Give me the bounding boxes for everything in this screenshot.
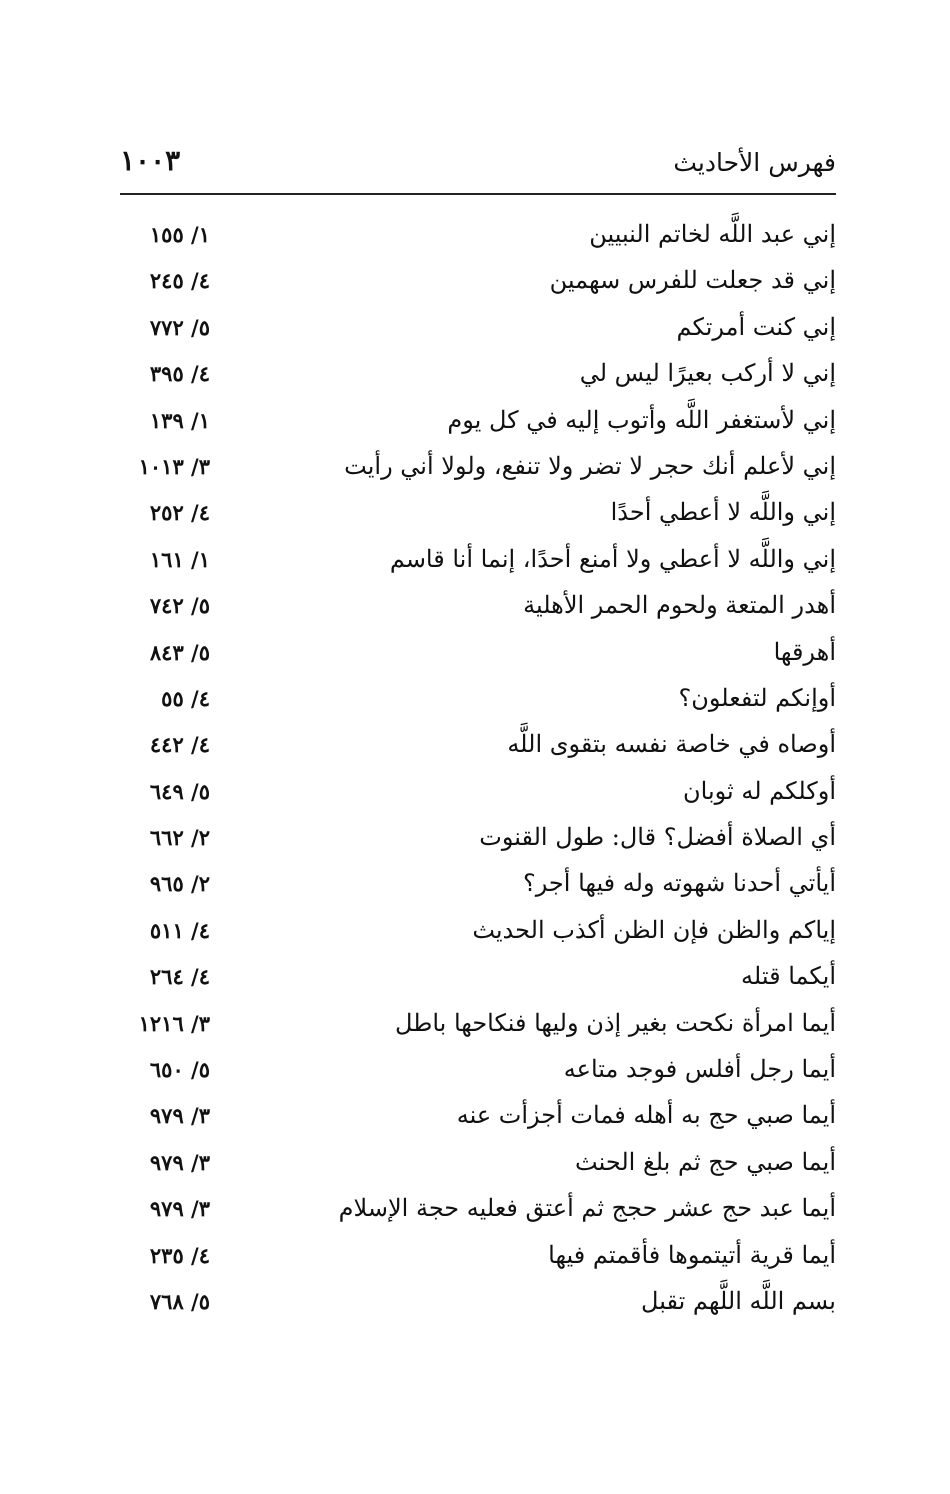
hadith-text: أيما امرأة نكحت بغير إذن وليها فنكاحها باطل: [395, 1008, 836, 1037]
volume-page-ref: ٥/ ٨٤٣: [149, 639, 210, 665]
hadith-text: أهدر المتعة ولحوم الحمر الأهلية: [523, 591, 836, 620]
hadith-text: أيما قرية أتيتموها فأقمتم فيها: [548, 1240, 836, 1269]
hadith-text: إني لا أركب بعيرًا ليس لي: [579, 359, 836, 388]
hadith-text: أيما صبي حج ثم بلغ الحنث: [575, 1147, 836, 1176]
page-number: ١٠٠٣: [120, 144, 181, 177]
index-entry: [120, 1047, 836, 1093]
hadith-text: أيما رجل أفلس فوجد متاعه: [563, 1055, 836, 1084]
index-entry: [120, 1186, 836, 1232]
hadith-text: أوصاه في خاصة نفسه بتقوى اللَّه: [507, 730, 836, 759]
volume-page-ref: ١/ ١٦١: [149, 546, 210, 572]
hadith-text: إياكم والظن فإن الظن أكذب الحديث: [472, 915, 836, 944]
hadith-text: إني قد جعلت للفرس سهمين: [549, 266, 836, 295]
hadith-text: أهرقها: [773, 637, 836, 666]
index-entry: [120, 630, 836, 676]
hadith-text: أي الصلاة أفضل؟ قال: طول القنوت: [479, 823, 836, 852]
hadith-text: أيكما قتله: [741, 962, 836, 991]
hadith-text: إني عبد اللَّه لخاتم النبيين: [589, 220, 836, 248]
volume-page-ref: ٢/ ٩٦٥: [149, 871, 210, 897]
index-entry: [120, 490, 836, 536]
index-entry: [120, 444, 836, 490]
index-entry: [120, 722, 836, 768]
volume-page-ref: ٥/ ٧٦٨: [149, 1288, 210, 1314]
index-entry: [120, 1093, 836, 1139]
volume-page-ref: ٣/ ٩٧٩: [149, 1196, 210, 1222]
volume-page-ref: ١/ ١٣٩: [149, 407, 210, 433]
index-entry: [120, 305, 836, 351]
index-entry: [120, 398, 836, 444]
index-entry: [120, 583, 836, 629]
volume-page-ref: ٣/ ٩٧٩: [149, 1103, 210, 1129]
volume-page-ref: ٤/ ٢٥٢: [149, 500, 210, 526]
page-header: [120, 144, 836, 188]
volume-page-ref: ٤/ ٥٥: [161, 685, 210, 711]
volume-page-ref: ٤/ ٣٩٥: [149, 361, 210, 387]
hadith-text: أوكلكم له ثوبان: [683, 776, 836, 805]
hadith-text: بسم اللَّه اللَّهم تقبل: [641, 1286, 836, 1315]
index-entry: [120, 351, 836, 397]
volume-page-ref: ٤/ ٢٤٥: [149, 268, 210, 294]
index-entry: [120, 1233, 836, 1279]
index-entry: [120, 212, 836, 258]
index-entry: [120, 954, 836, 1000]
index-entry: [120, 861, 836, 907]
volume-page-ref: ٣/ ٩٧٩: [149, 1149, 210, 1175]
hadith-text: إني لأستغفر اللَّه وأتوب إليه في كل يوم: [447, 405, 836, 434]
header-divider: [120, 193, 836, 195]
index-entry: [120, 676, 836, 722]
volume-page-ref: ٤/ ٤٤٢: [149, 732, 210, 758]
hadith-text: أيما صبي حج به أهله فمات أجزأت عنه: [456, 1101, 836, 1130]
volume-page-ref: ٣/ ١٢١٦: [138, 1010, 210, 1036]
volume-page-ref: ٤/ ٥١١: [149, 917, 210, 943]
volume-page-ref: ٥/ ٦٤٩: [149, 778, 210, 804]
hadith-text: إني كنت أمرتكم: [676, 312, 836, 341]
hadith-text: أوإنكم لتفعلون؟: [678, 683, 836, 712]
index-entry: [120, 769, 836, 815]
index-entry: [120, 815, 836, 861]
hadith-text: إني واللَّه لا أعطي أحدًا: [610, 498, 836, 527]
hadith-index-list: [120, 212, 836, 1325]
index-entry: [120, 1279, 836, 1325]
volume-page-ref: ٣/ ١٠١٣: [138, 453, 210, 479]
volume-page-ref: ٤/ ٢٦٤: [149, 964, 210, 990]
index-entry: [120, 1140, 836, 1186]
index-entry: [120, 258, 836, 304]
index-entry: [120, 537, 836, 583]
index-entry: [120, 908, 836, 954]
volume-page-ref: ٥/ ٧٧٢: [149, 314, 210, 340]
volume-page-ref: ٥/ ٧٤٢: [149, 593, 210, 619]
hadith-text: أيما عبد حج عشر حجج ثم أعتق فعليه حجة الإسلام: [338, 1194, 836, 1223]
volume-page-ref: ٤/ ٢٣٥: [149, 1242, 210, 1268]
hadith-text: إني واللَّه لا أعطي ولا أمنع أحدًا، إنما أنا قاسم: [389, 544, 836, 573]
header-title: فهرس الأحاديث: [673, 148, 836, 177]
volume-page-ref: ٢/ ٦٦٢: [149, 825, 210, 851]
index-entry: [120, 1001, 836, 1047]
hadith-text: إني لأعلم أنك حجر لا تضر ولا تنفع، ولولا أني رأيت: [344, 451, 836, 480]
volume-page-ref: ١/ ١٥٥: [149, 222, 210, 247]
volume-page-ref: ٥/ ٦٥٠: [149, 1057, 210, 1083]
hadith-text: أيأتي أحدنا شهوته وله فيها أجر؟: [522, 869, 836, 898]
